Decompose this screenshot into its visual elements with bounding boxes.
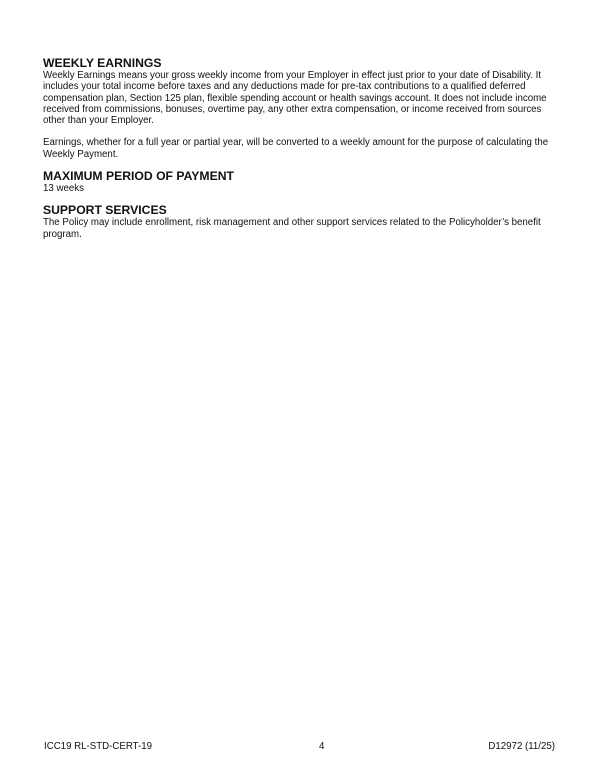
section-paragraph: Earnings, whether for a full year or partial year, will be converted to a weekly amount for the purpose of calculating the Weekly Payment. <box>43 137 549 160</box>
section-heading: SUPPORT SERVICES <box>43 203 167 218</box>
document-code: D12972 (11/25) <box>488 741 555 752</box>
section-paragraph: Weekly Earnings means your gross weekly income from your Employer in effect just prior to your date of Disability. It includes your total income before taxes and any deductions made for pre-tax contributions to a qualified deferred compensation plan, Section 125 plan, flexible spending account or health savings account. It does not include income received from commissions, bonuses, overtime pay, any other extra compensation, or income received from sources other than your Employer. <box>43 70 547 127</box>
section-weekly-earnings <box>43 57 563 160</box>
section-paragraph: 13 weeks <box>43 183 84 195</box>
document-body <box>43 57 563 240</box>
section-heading: WEEKLY EARNINGS <box>43 56 162 70</box>
section-support-services <box>43 204 563 240</box>
section-maximum-period-of-payment <box>43 170 563 194</box>
section-heading: MAXIMUM PERIOD OF PAYMENT <box>43 169 234 184</box>
section-paragraph: The Policy may include enrollment, risk management and other support services related to the Policyholder’s benefit program. <box>43 217 541 240</box>
form-number: ICC19 RL-STD-CERT-19 <box>44 741 153 752</box>
page-number: 4 <box>319 741 325 752</box>
